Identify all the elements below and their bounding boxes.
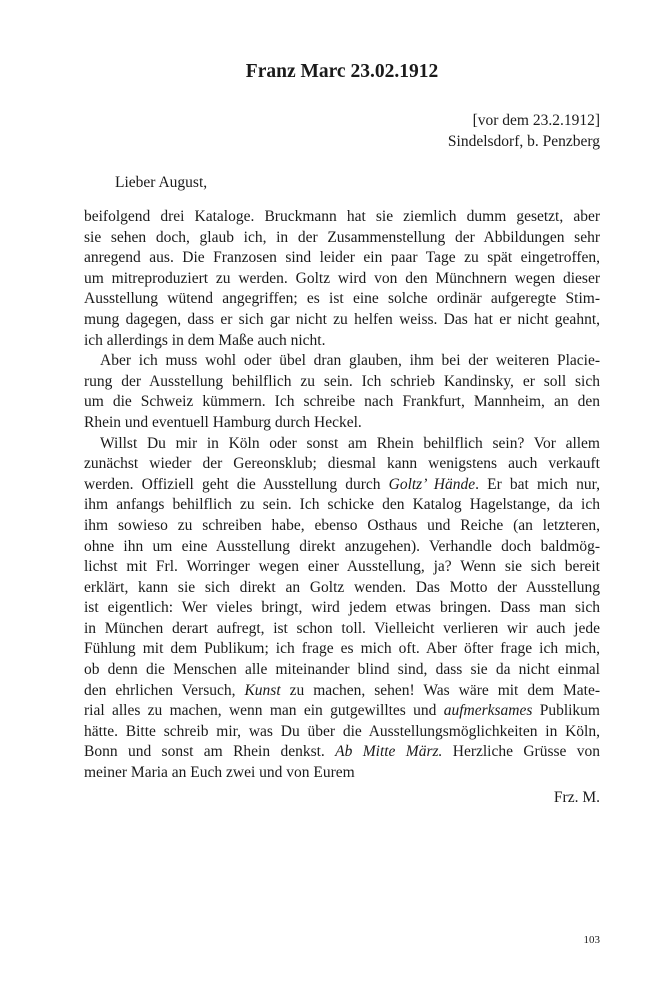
italic-text: Kunst — [244, 681, 281, 699]
text-line — [84, 619, 600, 640]
dateline-date: [vor dem 23.2.1912] — [472, 112, 600, 129]
text-line — [84, 701, 600, 722]
text-segment: in München derart aufregt, ist schon toll. Vielleicht verlieren wir auch jede — [84, 619, 600, 637]
text-segment: ob denn die Menschen alle miteinander blind sind, dass sie da nicht einmal — [84, 661, 600, 679]
text-segment: Aber ich muss wohl oder übel dran glauben, ihm bei der weiteren Placie- — [100, 352, 600, 370]
dateline-place: Sindelsdorf, b. Penzberg — [447, 133, 600, 150]
letter-page — [84, 0, 600, 990]
text-line — [84, 269, 600, 290]
text-segment: Rhein und eventuell Hamburg durch Heckel. — [84, 413, 362, 431]
text-segment: um mitreproduziert zu werden. Goltz wird von den Münchnern wegen dieser — [84, 269, 600, 287]
text-line — [84, 598, 600, 619]
page-number: 103 — [583, 934, 600, 946]
text-segment: Fühlung mit dem Publikum; ich frage es mich oft. Aber öfter frage ich mich, — [84, 640, 600, 658]
text-line — [84, 516, 600, 537]
text-segment: lichst mit Frl. Worringer wegen einer Ausstellung, ja? Wenn sie sich bereit — [84, 558, 600, 576]
text-segment: sie sehen doch, glaub ich, in der Zusammenstellung der Abbildungen sehr — [84, 228, 600, 246]
text-line — [84, 228, 600, 249]
text-segment: hätte. Bitte schreib mir, was Du über die Ausstellungsmöglichkeiten in Köln, — [84, 722, 600, 740]
text-line — [84, 289, 600, 310]
italic-text: Ab Mitte März. — [335, 743, 443, 761]
text-segment: Publikum — [532, 702, 600, 720]
text-line — [84, 454, 600, 475]
salutation: Lieber August, — [115, 174, 208, 191]
text-line — [84, 722, 600, 743]
text-segment: meiner Maria an Euch zwei und von Eurem — [84, 764, 355, 782]
text-segment: ist eigentlich: Wer vieles bringt, wird jedem etwas bringen. Dass man sich — [84, 599, 600, 617]
text-line — [84, 742, 600, 763]
text-line — [84, 331, 600, 352]
text-line — [84, 639, 600, 660]
text-segment: ihm anfangs behilflich zu sein. Ich schicke den Katalog Hagelstange, da ich — [84, 496, 600, 514]
italic-text: aufmerksames — [443, 702, 533, 720]
text-line — [84, 763, 600, 784]
text-segment: um die Schweiz kümmern. Ich schreibe nach Frankfurt, Mannheim, an den — [84, 393, 600, 411]
text-segment: Bonn und sonst am Rhein denkst. — [84, 743, 336, 761]
text-line — [84, 310, 600, 331]
text-line — [84, 248, 600, 269]
text-segment: Willst Du mir in Köln oder sonst am Rhein behilflich sein? Vor allem — [100, 434, 600, 452]
text-segment: . Er bat mich nur, — [475, 475, 601, 493]
text-line — [84, 681, 600, 702]
text-line — [84, 392, 600, 413]
text-line — [84, 372, 600, 393]
text-segment: rial alles zu machen, wenn man ein gutgewilltes und — [84, 702, 444, 720]
text-segment: ich allerdings in dem Maße auch nicht. — [84, 331, 326, 349]
text-line — [84, 660, 600, 681]
text-segment: ihm sowieso zu schreiben habe, ebenso Osthaus und Reiche (an letzteren, — [84, 516, 600, 534]
text-segment: beifolgend drei Kataloge. Bruckmann hat sie ziemlich dumm gesetzt, aber — [84, 208, 600, 225]
text-segment: Ausstellung wütend angegriffen; es ist eine solche ordinär aufgeregte Stim- — [84, 290, 600, 308]
text-line — [84, 578, 600, 599]
text-line — [84, 207, 600, 228]
text-segment: anregend aus. Die Franzosen sind leider ein paar Tage zu spät eingetroffen, — [84, 249, 600, 267]
text-segment: rung der Ausstellung behilflich zu sein. Ich schrieb Kandinsky, er soll sich — [84, 372, 600, 390]
text-line — [84, 434, 600, 455]
text-segment: erklärt, kann sie sich direkt an Goltz wenden. Das Motto der Ausstellung — [84, 578, 600, 596]
letter-body — [84, 207, 600, 784]
page-title: Franz Marc 23.02.1912 — [245, 61, 439, 82]
italic-text: Goltz’ Hände — [388, 475, 476, 493]
signature: Frz. M. — [553, 789, 600, 806]
text-line — [84, 351, 600, 372]
text-segment: den ehrlichen Versuch, — [84, 681, 245, 699]
text-segment: zu machen, sehen! Was wäre mit dem Mate- — [280, 681, 600, 699]
text-line — [84, 557, 600, 578]
text-line — [84, 413, 600, 434]
text-segment: zunächst wieder der Gereonsklub; diesmal kann wenigstens auch verkauft — [84, 455, 600, 473]
dateline — [448, 110, 600, 152]
text-segment: werden. Offiziell geht die Ausstellung durch — [84, 475, 389, 493]
text-segment: Herzliche Grüsse von — [442, 743, 601, 761]
text-segment: ohne ihn um eine Ausstellung direkt anzugehen). Verhandle doch baldmög- — [84, 537, 600, 555]
text-line — [84, 537, 600, 558]
text-segment: mung dagegen, dass er sich gar nicht zu helfen weiss. Das hat er nicht geahnt, — [84, 310, 600, 328]
text-line — [84, 475, 600, 496]
text-line — [84, 495, 600, 516]
